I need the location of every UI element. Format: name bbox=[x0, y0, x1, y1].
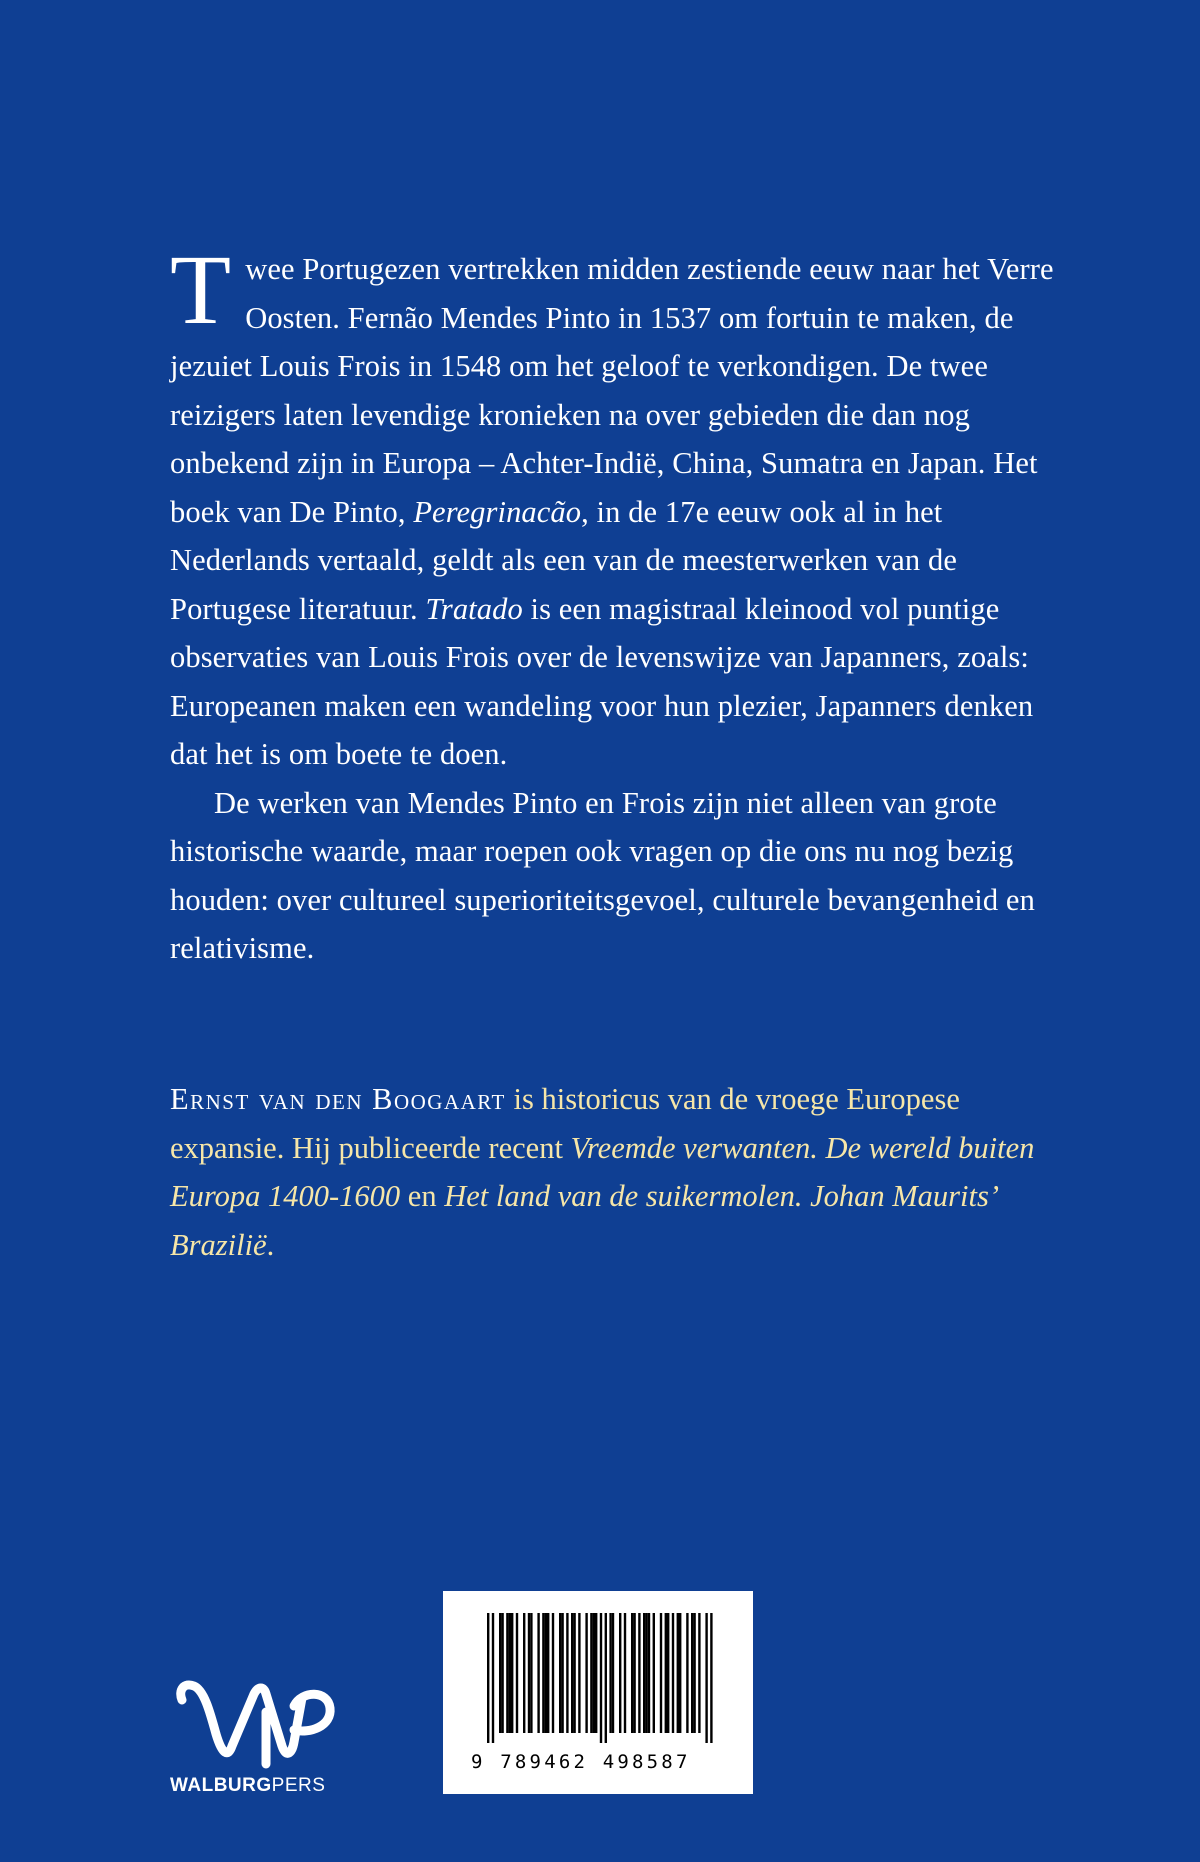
barcode-bar bbox=[667, 1613, 669, 1733]
barcode-bar bbox=[638, 1613, 640, 1733]
barcode-bars bbox=[487, 1613, 717, 1743]
barcode-bar bbox=[528, 1613, 530, 1733]
publisher-name bbox=[170, 1775, 340, 1797]
blurb-text: wee Portugezen vertrekken midden zestiende eeuw naar het Verre Oosten. Fernão Mendes Pinto in 1537 om fortuin te maken, de jezuiet Louis Frois in 1548 om het geloof te verkondigen. De twee reizigers laten levendige kronieken na over gebieden die dan nog onbekend zijn in Europa – Achter-Indië, China, Sumatra en Japan. Het boek van De Pinto, bbox=[170, 252, 1054, 529]
bio-book-title: Vreemde verwanten. De wereld buiten Europa 1400-1600 bbox=[170, 1130, 1035, 1213]
blurb-text: , in de 17e eeuw ook al in het Nederlands vertaald, geldt als een van de meesterwerken van de Portugese literatuur. bbox=[170, 494, 957, 626]
barcode-bar bbox=[571, 1613, 573, 1733]
barcode-bar bbox=[487, 1613, 489, 1743]
barcode-bar bbox=[660, 1613, 662, 1733]
barcode-bar bbox=[537, 1613, 539, 1733]
bio-book-title: Het land van de suikermolen. Johan Maurits’ Brazilië bbox=[170, 1179, 996, 1262]
barcode-bar bbox=[705, 1613, 707, 1743]
barcode-bar bbox=[566, 1613, 568, 1733]
author-bio bbox=[170, 1075, 1070, 1269]
walburg-pers-logo-icon bbox=[170, 1672, 340, 1772]
barcode-bar bbox=[612, 1613, 614, 1733]
barcode-bar bbox=[552, 1613, 554, 1733]
barcode-bar bbox=[530, 1613, 532, 1733]
barcode-bar bbox=[506, 1613, 508, 1733]
barcode-bar bbox=[559, 1613, 561, 1733]
barcode-bar bbox=[643, 1613, 645, 1733]
barcode-bar bbox=[600, 1613, 602, 1743]
blurb-paragraph-2: De werken van Mendes Pinto en Frois zijn niet alleen van grote historische waarde, maar roepen ook vragen op die ons nu nog bezig houden: over cultureel superioriteitsgevoel, culturele bevangenheid en relativisme. bbox=[170, 785, 1035, 965]
barcode-bar bbox=[691, 1613, 693, 1733]
barcode-bar bbox=[509, 1613, 511, 1733]
barcode-bar bbox=[499, 1613, 501, 1733]
barcode-bar bbox=[710, 1613, 712, 1743]
book-title-peregrinacao: Peregrinacão bbox=[413, 494, 582, 529]
barcode-bar bbox=[561, 1613, 563, 1733]
publisher-name-regular: PERS bbox=[271, 1775, 326, 1796]
barcode-bar bbox=[665, 1613, 667, 1733]
publisher-name-bold: WALBURG bbox=[170, 1775, 272, 1796]
barcode-bar bbox=[686, 1613, 688, 1733]
barcode-bar bbox=[633, 1613, 635, 1733]
barcode-bar bbox=[653, 1613, 655, 1733]
barcode-bar bbox=[631, 1613, 633, 1733]
barcode-bar bbox=[523, 1613, 525, 1733]
barcode-bar bbox=[693, 1613, 695, 1733]
barcode-bar bbox=[547, 1613, 549, 1733]
barcode-bar bbox=[619, 1613, 621, 1733]
barcode-bar bbox=[698, 1613, 700, 1733]
barcode-bar bbox=[672, 1613, 674, 1733]
barcode-bar bbox=[624, 1613, 626, 1733]
barcode-bar bbox=[492, 1613, 494, 1743]
barcode-bar bbox=[677, 1613, 679, 1733]
bio-text: is historicus van de vroege Europese expansie. Hij publiceerde recent bbox=[170, 1082, 960, 1165]
blurb bbox=[170, 234, 1070, 973]
author-name: Ernst van den Boogaart bbox=[170, 1082, 506, 1116]
publisher-logo bbox=[170, 1672, 340, 1802]
barcode-bar bbox=[590, 1613, 592, 1733]
barcode-bar bbox=[609, 1613, 611, 1733]
barcode-bar bbox=[573, 1613, 575, 1733]
blurb-paragraph-1 bbox=[170, 234, 1070, 779]
book-title-tratado: Tratado bbox=[425, 591, 523, 626]
barcode-bar bbox=[648, 1613, 650, 1733]
barcode-bar bbox=[593, 1613, 595, 1733]
barcode-bar bbox=[542, 1613, 544, 1733]
barcode-digits: 9 789462 498587 bbox=[471, 1751, 691, 1773]
barcode-bar bbox=[585, 1613, 587, 1733]
barcode-bar bbox=[501, 1613, 503, 1733]
barcode-bar bbox=[679, 1613, 681, 1733]
barcode-bar bbox=[545, 1613, 547, 1733]
blurb-text: is een magistraal kleinood vol puntige observaties van Louis Frois over de levenswijze van Japanners, zoals: Europeanen maken een wandeling voor hun plezier, Japanners denken dat het is om boete te doen. bbox=[170, 591, 1034, 771]
barcode bbox=[443, 1591, 753, 1794]
barcode-bar bbox=[578, 1613, 580, 1733]
barcode-bar bbox=[511, 1613, 513, 1733]
barcode-bar bbox=[645, 1613, 647, 1733]
barcode-bar bbox=[516, 1613, 518, 1733]
bio-text: en bbox=[400, 1179, 445, 1213]
drop-cap: T bbox=[170, 234, 232, 345]
barcode-bar bbox=[595, 1613, 597, 1733]
barcode-bar bbox=[605, 1613, 607, 1743]
bio-text: . bbox=[266, 1227, 275, 1262]
